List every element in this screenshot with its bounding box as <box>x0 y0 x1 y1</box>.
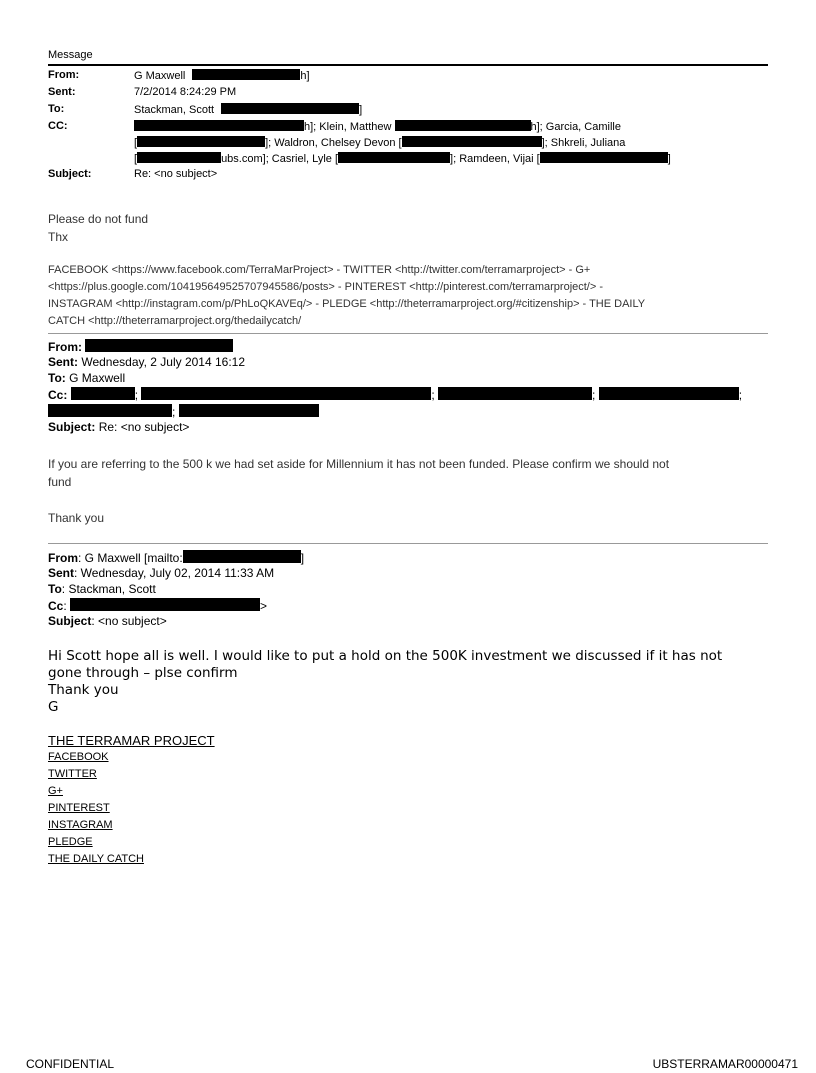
cc-text: ubs.com]; Casriel, Lyle [ <box>221 153 339 165</box>
to-tail: ] <box>359 104 363 116</box>
message-title: Message <box>48 49 93 61</box>
social-links-line: INSTAGRAM <http://instagram.com/p/PhLoQKAVEq/> - PLEDGE <http://theterramarproject.org/#citizenship> - THE DAILY <box>48 298 646 310</box>
from-name: G Maxwell <box>134 70 186 82</box>
redaction <box>71 387 135 400</box>
reply2-to <box>48 582 156 596</box>
reply2-sent-value: : Wednesday, July 02, 2014 11:33 AM <box>74 566 275 580</box>
reply1-to-label: To: <box>48 371 66 385</box>
reply2-body-line: gone through – plse confirm <box>48 665 238 681</box>
social-links-line: CATCH <http://theterramarproject.org/thedailycatch/ <box>48 315 302 327</box>
reply2-from-label: From <box>48 551 78 565</box>
reply1-subject <box>48 420 189 434</box>
reply2-from <box>48 550 304 565</box>
reply2-sent-label: Sent <box>48 566 75 580</box>
separator <box>48 543 768 544</box>
cc-text: h]; Klein, Matthew <box>304 121 392 133</box>
signature-link-instagram[interactable]: INSTAGRAM <box>48 819 113 831</box>
footer-confidential: CONFIDENTIAL <box>26 1057 115 1071</box>
body-line: Thx <box>48 230 69 244</box>
social-links-line: FACEBOOK <https://www.facebook.com/TerraMarProject> - TWITTER <http://twitter.com/terramarproject> - G+ <box>48 264 591 276</box>
subject-value: Re: <no subject> <box>134 168 218 180</box>
reply2-subject-value: : <no subject> <box>91 614 167 628</box>
cc-text: ]; Ramdeen, Vijai [ <box>450 153 540 165</box>
redaction <box>70 598 260 611</box>
reply1-thanks: Thank you <box>48 511 105 525</box>
reply1-cc: Cc: ; ; ; ; <box>48 388 743 402</box>
to-name: Stackman, Scott <box>134 104 215 116</box>
reply2-to-label: To <box>48 582 62 596</box>
reply2-cc-label: Cc <box>48 599 64 613</box>
cc-line-3: [ ubs.com]; Casriel, Lyle [ ]; Ramdeen, Vijai [ ] <box>134 153 671 165</box>
reply2-from-tail: ] <box>300 551 305 565</box>
signature-link-facebook[interactable]: FACEBOOK <box>48 751 109 763</box>
reply2-subject <box>48 614 167 628</box>
sent-label: Sent: <box>48 86 76 98</box>
reply1-sent-label: Sent: <box>48 355 78 369</box>
footer-bates-number: UBSTERRAMAR00000471 <box>652 1057 798 1071</box>
from-tail: h] <box>300 70 310 82</box>
signature-link-pledge[interactable]: PLEDGE <box>48 836 93 848</box>
reply1-cc-label: Cc: <box>48 388 68 402</box>
redaction <box>179 404 319 417</box>
redaction <box>192 69 300 80</box>
reply2-body-line: Hi Scott hope all is well. I would like to put a hold on the 500K investment we discussed if it has not <box>48 648 723 664</box>
cc-text: ]; Shkreli, Juliana <box>541 137 626 149</box>
reply1-sent <box>48 355 245 369</box>
redaction <box>85 339 233 352</box>
cc-line-1 <box>134 120 621 133</box>
signature-org: THE TERRAMAR PROJECT <box>48 733 215 748</box>
reply1-to <box>48 371 125 385</box>
reply2-cc <box>48 598 267 613</box>
reply2-sent <box>48 566 274 580</box>
reply2-from-value: : G Maxwell [mailto: <box>78 551 183 565</box>
separator <box>48 333 768 334</box>
redaction <box>395 120 531 131</box>
reply2-cc-value: : <box>63 599 67 613</box>
from-label: From: <box>48 69 80 81</box>
reply1-cc-cont: ; <box>48 404 319 419</box>
reply1-subject-label: Subject: <box>48 420 96 434</box>
redaction <box>134 120 304 131</box>
redaction <box>221 103 359 114</box>
signature-link-daily-catch[interactable]: THE DAILY CATCH <box>48 853 144 865</box>
reply1-sent-value: Wednesday, 2 July 2014 16:12 <box>81 355 246 369</box>
redaction <box>599 387 739 400</box>
redaction <box>141 387 431 400</box>
redaction <box>540 152 668 163</box>
sent-value: 7/2/2014 8:24:29 PM <box>134 86 237 98</box>
from-value <box>134 69 310 82</box>
to-value <box>134 103 362 116</box>
header-rule <box>48 64 768 66</box>
reply1-body-line: fund <box>48 475 72 489</box>
cc-label: CC: <box>48 120 68 132</box>
to-label: To: <box>48 103 65 115</box>
redaction <box>48 404 172 417</box>
reply2-cc-tail: > <box>260 599 268 613</box>
cc-line-2: [ ]; Waldron, Chelsey Devon [ ]; Shkreli, Juliana <box>134 137 626 149</box>
redaction <box>137 136 265 147</box>
cc-text: ] <box>667 153 671 165</box>
redaction <box>137 152 221 163</box>
subject-label: Subject: <box>48 168 92 180</box>
reply1-subject-value: Re: <no subject> <box>98 420 190 434</box>
reply1-body-line: If you are referring to the 500 k we had set aside for Millennium it has not been funded. Please confirm we should not <box>48 457 670 471</box>
reply2-to-value: : Stackman, Scott <box>61 582 156 596</box>
redaction <box>402 136 542 147</box>
reply2-body-line: Thank you <box>48 682 119 698</box>
reply1-from-label: From: <box>48 340 82 354</box>
redaction <box>338 152 450 163</box>
body-line: Please do not fund <box>48 212 149 226</box>
social-links-line: <https://plus.google.com/104195649525707945586/posts> - PINTEREST <http://pinterest.com/terramarproject/> - <box>48 281 604 293</box>
cc-text: ]; Waldron, Chelsey Devon [ <box>265 137 402 149</box>
signature-link-gplus[interactable]: G+ <box>48 785 63 797</box>
reply2-subject-label: Subject <box>48 614 92 628</box>
redaction <box>183 550 301 563</box>
reply1-to-value: G Maxwell <box>69 371 126 385</box>
reply2-body-line: G <box>48 699 59 715</box>
signature-link-twitter[interactable]: TWITTER <box>48 768 97 780</box>
cc-text: h]; Garcia, Camille <box>530 121 621 133</box>
redaction <box>438 387 592 400</box>
signature-link-pinterest[interactable]: PINTEREST <box>48 802 110 814</box>
reply1-from <box>48 339 233 354</box>
